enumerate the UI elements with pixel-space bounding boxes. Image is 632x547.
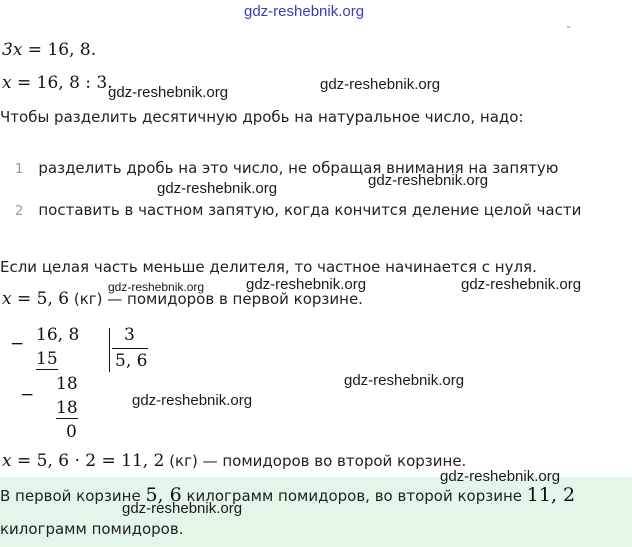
equation-1-rest: = 16, 8. bbox=[22, 40, 97, 60]
division-bar bbox=[109, 328, 110, 372]
watermark: gdz-reshebnik.org bbox=[368, 172, 489, 189]
remainder-1: 18 bbox=[56, 374, 78, 394]
quotient: 5, 6 bbox=[115, 351, 148, 371]
watermark: gdz-reshebnik.org bbox=[440, 468, 561, 485]
watermark: gdz-reshebnik.org bbox=[108, 280, 205, 294]
step-text: поставить в частном запятую, когда кончится деление целой части bbox=[38, 201, 582, 219]
watermark: gdz-reshebnik.org bbox=[122, 500, 243, 517]
watermark-top: gdz-reshebnik.org bbox=[244, 3, 365, 20]
result-2-text: (кг) — помидоров во второй корзине. bbox=[164, 452, 467, 470]
watermark: gdz-reshebnik.org bbox=[157, 180, 278, 197]
equation-2-var: x bbox=[2, 73, 12, 93]
corner-mark-icon: ˜ bbox=[566, 26, 571, 37]
answer-value-2: 11, 2 bbox=[526, 484, 576, 506]
answer-line-1 bbox=[0, 484, 575, 506]
watermark: gdz-reshebnik.org bbox=[246, 276, 367, 293]
result-2-var: x bbox=[2, 451, 12, 471]
result-1 bbox=[2, 289, 363, 309]
subtrahend-1: 15 bbox=[36, 349, 58, 369]
subtrahend-2: 18 bbox=[56, 398, 78, 418]
step-number: 2 bbox=[15, 204, 24, 219]
answer-text: В первой корзине bbox=[0, 487, 146, 505]
watermark: gdz-reshebnik.org bbox=[344, 372, 465, 389]
watermark: gdz-reshebnik.org bbox=[132, 392, 253, 409]
watermark: gdz-reshebnik.org bbox=[320, 76, 441, 93]
dividend: 16, 8 bbox=[36, 325, 80, 345]
zero-rule: Если целая часть меньше делителя, то частное начинается с нуля. bbox=[0, 258, 537, 276]
result-2-math: = 5, 6 · 2 = 11, 2 bbox=[11, 451, 165, 471]
step-text: разделить дробь на это число, не обращая внимания на запятую bbox=[38, 159, 559, 177]
answer-value-1: 5, 6 bbox=[145, 484, 182, 506]
step-number: 1 bbox=[15, 162, 24, 177]
result-1-text: (кг) — помидоров в первой корзине. bbox=[69, 290, 363, 308]
rule-intro: Чтобы разделить десятичную дробь на натуральное число, надо: bbox=[0, 108, 524, 126]
divisor-line bbox=[112, 348, 148, 349]
equation-2 bbox=[2, 73, 113, 93]
step-2 bbox=[15, 200, 581, 219]
result-1-math: = 5, 6 bbox=[11, 289, 70, 309]
divisor: 3 bbox=[124, 325, 135, 345]
equation-2-rest: = 16, 8 : 3. bbox=[11, 73, 113, 93]
minus-sign: − bbox=[10, 334, 25, 354]
equation-1-lhs: 3x bbox=[2, 40, 23, 60]
watermark: gdz-reshebnik.org bbox=[108, 84, 229, 101]
result-1-var: x bbox=[2, 289, 12, 309]
result-2 bbox=[2, 451, 466, 471]
equation-1 bbox=[2, 40, 96, 60]
watermark: gdz-reshebnik.org bbox=[461, 276, 582, 293]
minus-sign: − bbox=[20, 385, 35, 405]
answer-text: килограмм помидоров, во второй корзине bbox=[181, 487, 527, 505]
remainder-final: 0 bbox=[66, 422, 77, 442]
answer-line-2: килограмм помидоров. bbox=[0, 520, 184, 538]
